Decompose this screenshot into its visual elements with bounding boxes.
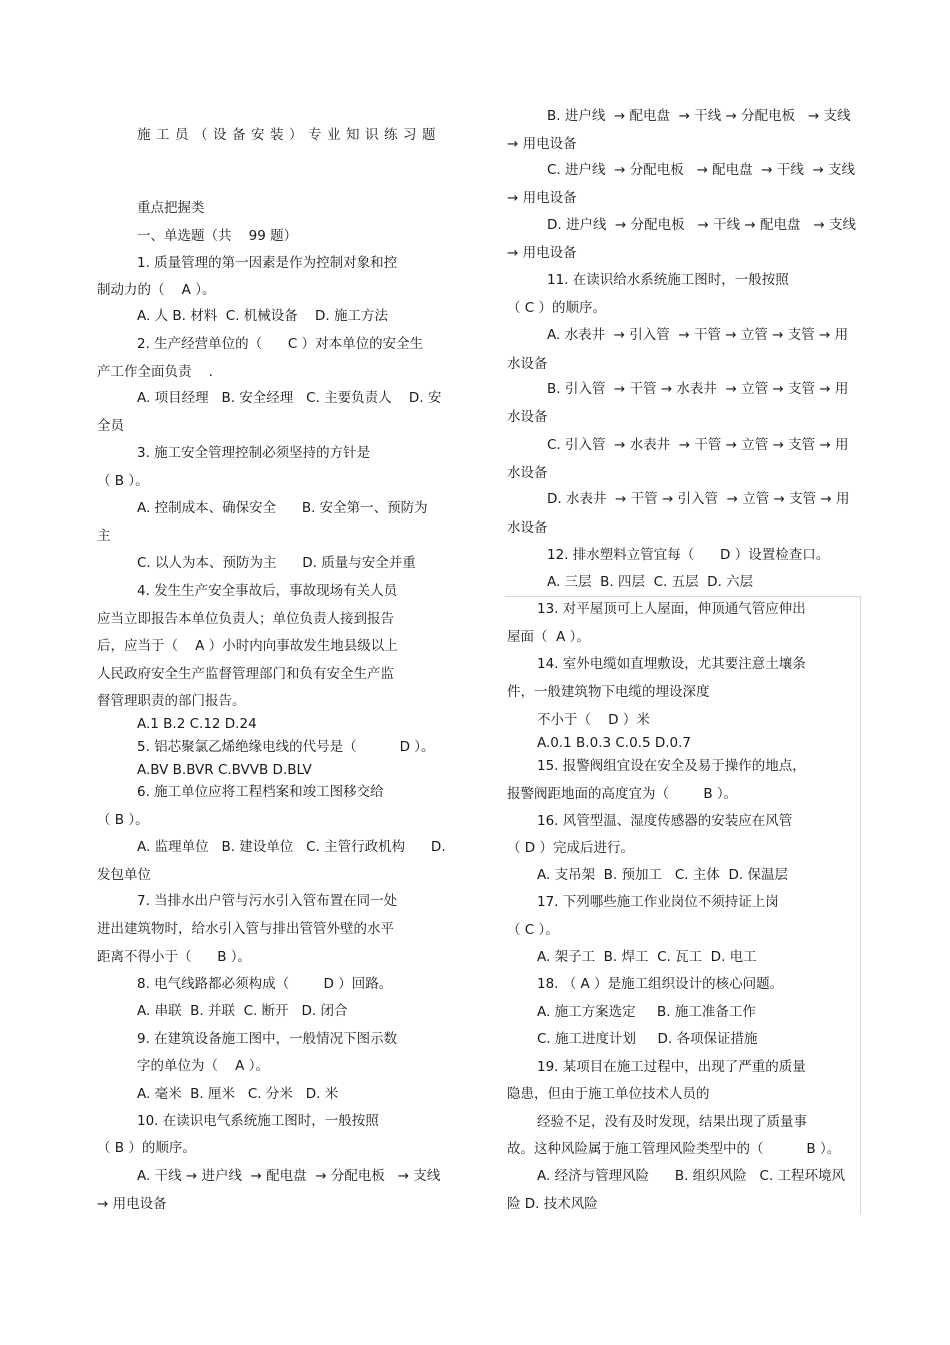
right-text-line: 11. 在读识给水系统施工图时，一般按照	[547, 272, 789, 288]
right-text-line: （ D ）完成后进行。	[507, 840, 634, 856]
right-text-line: A. 三层 B. 四层 C. 五层 D. 六层	[547, 574, 754, 590]
right-text-line: A.0.1 B.0.3 C.0.5 D.0.7	[537, 735, 691, 751]
right-text-line: C. 施工进度计划 D. 各项保证措施	[537, 1031, 758, 1047]
left-text-line: A. 控制成本、确保安全 B. 安全第一、预防为	[137, 500, 428, 516]
right-text-line: B. 引入管 → 干管 → 水表井 → 立管 → 支管 → 用	[547, 381, 849, 397]
right-text-line: B. 进户线 → 配电盘 → 干线 → 分配电板 → 支线	[547, 108, 851, 124]
right-text-line: 隐患，但由于施工单位技术人员的	[507, 1086, 710, 1102]
right-text-line: D. 进户线 → 分配电板 → 干线 → 配电盘 → 支线	[547, 217, 857, 233]
left-text-line: 距离不得小于（ B ）。	[97, 949, 252, 965]
right-text-line: A. 经济与管理风险 B. 组织风险 C. 工程环境风	[537, 1168, 846, 1184]
left-text-line: 全员	[97, 418, 124, 434]
right-text-line: → 用电设备	[507, 190, 577, 206]
left-text-line: 人民政府安全生产监督管理部门和负有安全生产监	[97, 666, 394, 682]
right-text-line: 16. 风管型温、湿度传感器的安装应在风管	[537, 813, 793, 829]
right-text-line: 17. 下列哪些施工作业岗位不须持证上岗	[537, 894, 779, 910]
right-text-line: A. 施工方案选定 B. 施工准备工作	[537, 1004, 756, 1020]
left-text-line: （ B ）。	[97, 812, 149, 828]
right-text-line: 故。这种风险属于施工管理风险类型中的（ B ）。	[507, 1141, 841, 1157]
left-text-line: 4. 发生生产安全事故后，事故现场有关人员	[137, 583, 398, 599]
left-text-line: A. 干线 → 进户线 → 配电盘 → 分配电板 → 支线	[137, 1168, 441, 1184]
left-text-line: 8. 电气线路都必须构成（ D ）回路。	[137, 976, 393, 992]
right-text-line: A. 架子工 B. 焊工 C. 瓦工 D. 电工	[537, 949, 757, 965]
right-text-line: C. 进户线 → 分配电板 → 配电盘 → 干线 → 支线	[547, 162, 856, 178]
right-text-line: 水设备	[507, 520, 548, 536]
left-text-line: → 用电设备	[97, 1196, 167, 1212]
left-text-line: A. 串联 B. 并联 C. 断开 D. 闭合	[137, 1003, 348, 1019]
right-text-line: 件，一般建筑物下电缆的埋设深度	[507, 684, 710, 700]
right-text-line: 13. 对平屋顶可上人屋面，伸顶通气管应伸出	[537, 601, 806, 617]
right-text-line: C. 引入管 → 水表井 → 干管 → 立管 → 支管 → 用	[547, 437, 849, 453]
left-text-line: A.BV B.BVR C.BVVB D.BLV	[137, 762, 312, 778]
document-title: 施工员（设备安装）专业知识练习题	[137, 127, 441, 143]
left-text-line: 3. 施工安全管理控制必须坚持的方针是	[137, 445, 371, 461]
left-text-line: 后，应当于（ A ）小时内向事故发生地县级以上	[97, 638, 398, 654]
left-text-line: 应当立即报告本单位负责人；单位负责人接到报告	[97, 611, 394, 627]
right-text-line: 报警阀距地面的高度宜为（ B ）。	[507, 786, 738, 802]
right-text-line: A. 支吊架 B. 预加工 C. 主体 D. 保温层	[537, 867, 788, 883]
right-text-line: → 用电设备	[507, 245, 577, 261]
right-text-line: 水设备	[507, 465, 548, 481]
left-text-line: 一、单选题（共 99 题）	[137, 228, 298, 244]
left-text-line: 5. 铝芯聚氯乙烯绝缘电线的代号是（ D ）。	[137, 739, 435, 755]
right-text-line: 水设备	[507, 356, 548, 372]
left-text-line: 督管理职责的部门报告。	[97, 693, 246, 709]
left-text-line: 重点把握类	[137, 200, 205, 216]
right-text-line: → 用电设备	[507, 136, 577, 152]
left-text-line: 9. 在建筑设备施工图中，一般情况下图示数	[137, 1031, 398, 1047]
right-text-line: （ C ）的顺序。	[507, 300, 607, 316]
left-text-line: 制动力的（ A ）。	[97, 282, 216, 298]
left-text-line: C. 以人为本、预防为主 D. 质量与安全并重	[137, 555, 416, 571]
left-text-line: 进出建筑物时，给水引入管与排出管管外壁的水平	[97, 921, 394, 937]
right-text-line: 险 D. 技术风险	[507, 1196, 598, 1212]
left-text-line: A. 监理单位 B. 建设单位 C. 主管行政机构 D.	[137, 839, 446, 855]
right-text-line: 不小于（ D ）米	[537, 712, 650, 728]
right-text-line: 19. 某项目在施工过程中，出现了严重的质量	[537, 1059, 806, 1075]
left-text-line: 发包单位	[97, 867, 151, 883]
left-text-line: A.1 B.2 C.12 D.24	[137, 716, 257, 732]
left-text-line: A. 项目经理 B. 安全经理 C. 主要负责人 D. 安	[137, 390, 442, 406]
right-text-line: 屋面（ A ）。	[507, 629, 590, 645]
right-text-line: A. 水表井 → 引入管 → 干管 → 立管 → 支管 → 用	[547, 327, 849, 343]
left-text-line: 2. 生产经营单位的（ C ）对本单位的安全生	[137, 336, 424, 352]
right-text-line: 12. 排水塑料立管宜每（ D ）设置检查口。	[547, 547, 830, 563]
right-text-line: D. 水表井 → 干管 → 引入管 → 立管 → 支管 → 用	[547, 491, 850, 507]
right-text-line: 14. 室外电缆如直埋敷设，尤其要注意土壤条	[537, 656, 806, 672]
left-text-line: 字的单位为（ A ）。	[137, 1058, 269, 1074]
left-text-line: （ B ）的顺序。	[97, 1140, 196, 1156]
left-text-line: 7. 当排水出户管与污水引入管布置在同一处	[137, 893, 398, 909]
left-text-line: A. 人 B. 材料 C. 机械设备 D. 施工方法	[137, 308, 388, 324]
left-text-line: 1. 质量管理的第一因素是作为控制对象和控	[137, 255, 398, 271]
right-text-line: 经验不足，没有及时发现，结果出现了质量事	[537, 1114, 807, 1130]
right-text-line: 18. （ A ）是施工组织设计的核心问题。	[537, 976, 784, 992]
right-text-line: 15. 报警阀组宜设在安全及易于操作的地点，	[537, 758, 806, 774]
left-text-line: 10. 在读识电气系统施工图时，一般按照	[137, 1113, 379, 1129]
left-text-line: A. 毫米 B. 厘米 C. 分米 D. 米	[137, 1086, 339, 1102]
right-text-line: （ C ）。	[507, 922, 559, 938]
left-text-line: 产工作全面负责 .	[97, 364, 213, 380]
left-text-line: 6. 施工单位应将工程档案和竣工图移交给	[137, 784, 384, 800]
right-text-line: 水设备	[507, 409, 548, 425]
divider-horizontal	[505, 596, 861, 597]
left-text-line: 主	[97, 528, 111, 544]
divider-vertical	[860, 596, 861, 1214]
left-text-line: （ B ）。	[97, 473, 149, 489]
